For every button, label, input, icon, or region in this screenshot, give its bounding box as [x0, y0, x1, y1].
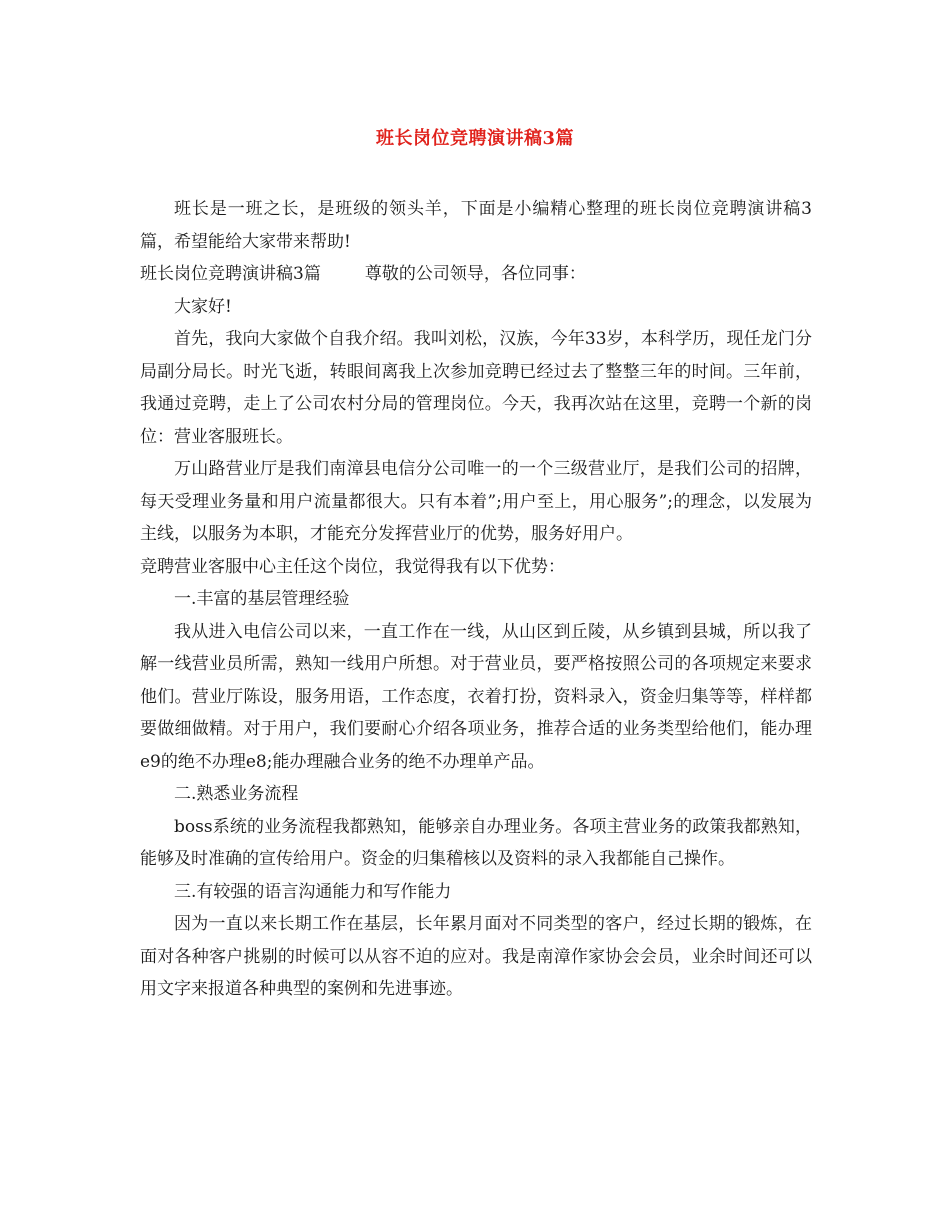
greeting: 大家好! [174, 296, 232, 317]
section-heading-1: 一.丰富的基层管理经验 [174, 589, 350, 609]
paragraph-advantages-lead: 竞聘营业客服中心主任这个岗位，我觉得我有以下优势： [140, 556, 565, 577]
paragraph-business-process: boss系统的业务流程我都熟知，能够亲自办理业务。各项主营业务的政策我都熟知，能够及时准确的宣传给用户。资金的归集稽核以及资料的录入我都能自己操作。 [140, 816, 812, 869]
document-body [140, 193, 812, 1006]
heading-inline-title: 班长岗位竞聘演讲稿3篇 [140, 264, 321, 284]
document-title: 班长岗位竞聘演讲稿3篇 [375, 128, 575, 149]
paragraph-service-hall: 万山路营业厅是我们南漳县电信分公司唯一的一个三级营业厅，是我们公司的招牌，每天受理业务量和用户流量都很大。只有本着”;用户至上，用心服务”;的理念，以发展为主线，以服务为本职，才能充分发挥营业厅的优势，服务好用户。 [140, 459, 812, 544]
heading-salutation-line [140, 258, 812, 291]
paragraph-management-experience: 我从进入电信公司以来，一直工作在一线，从山区到丘陵，从乡镇到县城，所以我了解一线营业员所需，熟知一线用户所想。对于营业员，要严格按照公司的各项规定来要求他们。营业厅陈设，服务用语，工作态度，衣着打扮，资料录入，资金归集等等，样样都要做细做精。对于用户，我们要耐心介绍各项业务，推荐合适的业务类型给他们，能办理e9的绝不办理e8;能办理融合业务的绝不办理单产品。 [140, 621, 812, 772]
paragraph-self-intro: 首先，我向大家做个自我介绍。我叫刘松，汉族，今年33岁，本科学历，现任龙门分局副分局长。时光飞逝，转眼间离我上次参加竞聘已经过去了整整三年的时间。三年前，我通过竞聘，走上了公司农村分局的管理岗位。今天，我再次站在这里，竞聘一个新的岗位：营业客服班长。 [140, 329, 812, 447]
intro-paragraph: 班长是一班之长，是班级的领头羊，下面是小编精心整理的班长岗位竞聘演讲稿3篇，希望能给大家带来帮助! [140, 199, 812, 252]
section-heading-3: 三.有较强的语言沟通能力和写作能力 [174, 881, 452, 902]
salutation: 尊敬的公司领导，各位同事： [364, 264, 586, 284]
paragraph-communication: 因为一直以来长期工作在基层，长年累月面对不同类型的客户，经过长期的锻炼，在面对各种客户挑剔的时候可以从容不迫的应对。我是南漳作家协会会员，业余时间还可以用文字来报道各种典型的案例和先进事迹。 [140, 914, 812, 999]
section-heading-2: 二.熟悉业务流程 [174, 784, 299, 804]
